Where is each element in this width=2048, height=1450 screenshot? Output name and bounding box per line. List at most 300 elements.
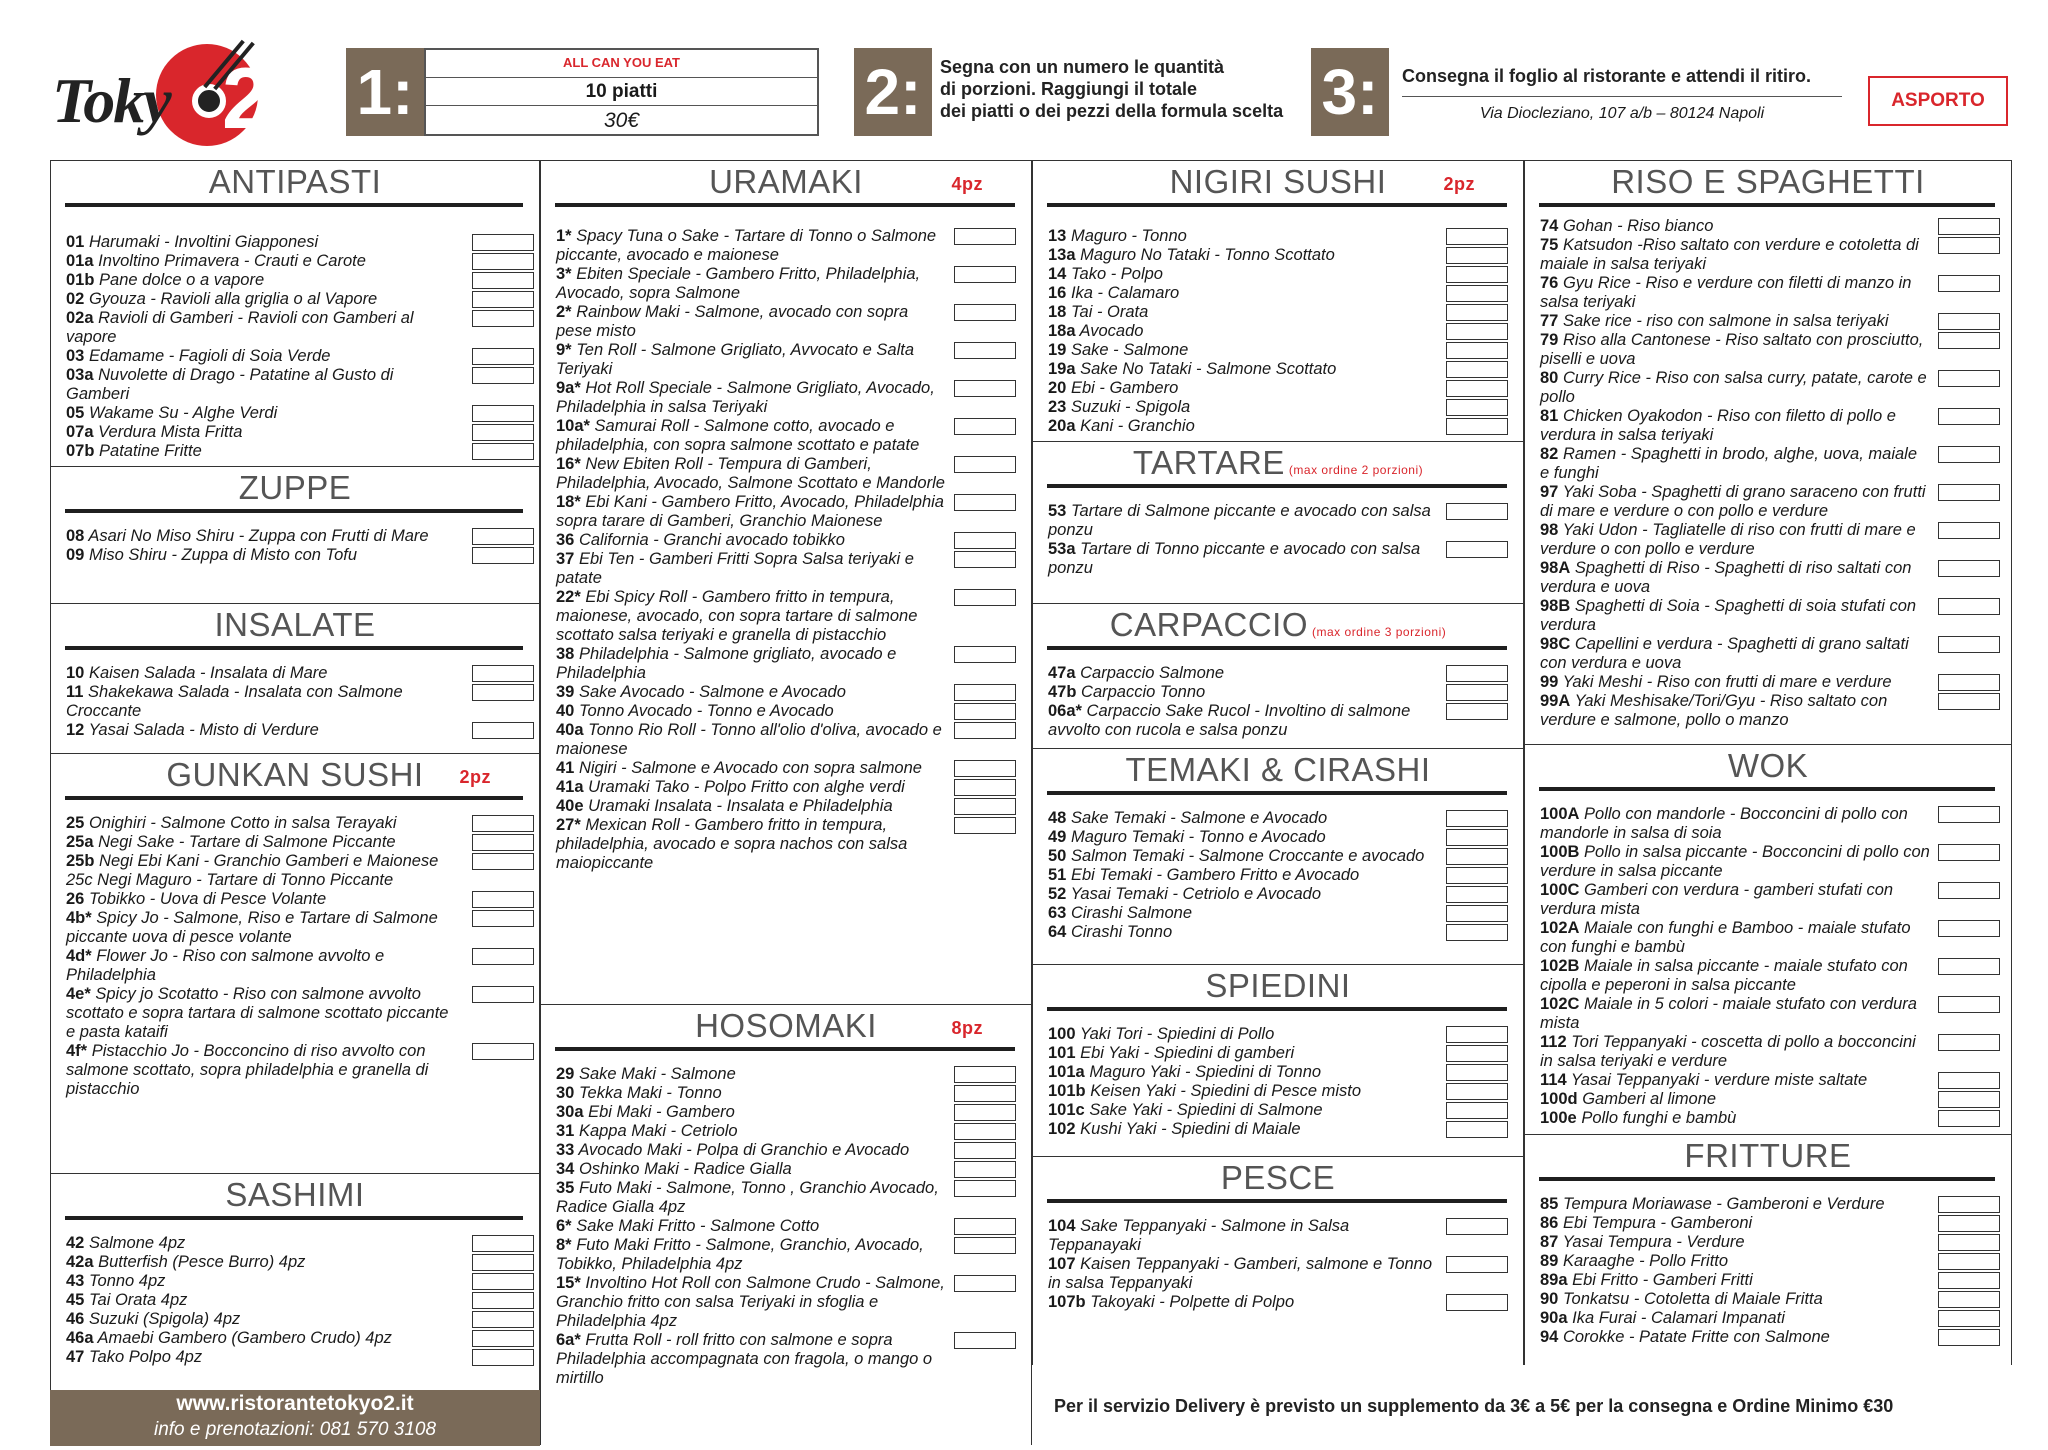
quantity-box[interactable] xyxy=(954,589,1016,606)
item-code: 79 xyxy=(1540,331,1559,349)
quantity-box[interactable] xyxy=(1938,370,2000,387)
quantity-box[interactable] xyxy=(1938,408,2000,425)
quantity-box[interactable] xyxy=(1938,1253,2000,1270)
item-name: Tonno 4pz xyxy=(88,1272,166,1290)
quantity-box[interactable] xyxy=(1446,323,1508,340)
item-code: 81 xyxy=(1540,407,1559,425)
item-name: Spicy jo Scotatto - Riso con salmone avvolto scottato e sopra tartara di salmone scottato piccante e pasta kataifi xyxy=(66,985,449,1041)
quantity-box[interactable] xyxy=(472,910,534,927)
item-code: 38 xyxy=(556,645,575,663)
quantity-box[interactable] xyxy=(1446,418,1508,435)
quantity-box[interactable] xyxy=(954,266,1016,283)
quantity-box[interactable] xyxy=(1446,1026,1508,1043)
quantity-box[interactable] xyxy=(472,891,534,908)
quantity-box[interactable] xyxy=(472,1043,534,1060)
item-code: 45 xyxy=(66,1291,85,1309)
item-name: Ebi Temaki - Gambero Fritto e Avocado xyxy=(1070,866,1360,884)
menu-item xyxy=(1540,957,1930,995)
quantity-box[interactable] xyxy=(1938,1110,2000,1127)
item-name: Tai - Orata xyxy=(1070,303,1149,321)
quantity-box[interactable] xyxy=(472,1330,534,1347)
quantity-box[interactable] xyxy=(1938,1234,2000,1251)
item-code: 52 xyxy=(1048,885,1067,903)
menu-item xyxy=(1048,1063,1438,1082)
item-name: Ika - Calamaro xyxy=(1070,284,1180,302)
quantity-box[interactable] xyxy=(472,405,534,422)
menu-item xyxy=(1048,885,1438,904)
item-code: 35 xyxy=(556,1179,575,1197)
item-name: Tako - Polpo xyxy=(1070,265,1163,283)
item-code: 20 xyxy=(1048,379,1067,397)
step-2-text: Segna con un numero le quantità di porzioni. Raggiungi il totale dei piatti o dei pezzi della formula scelta xyxy=(940,57,1284,121)
quantity-box[interactable] xyxy=(1938,1072,2000,1089)
item-name: California - Granchi avocado tobikko xyxy=(578,531,845,549)
quantity-box[interactable] xyxy=(1938,598,2000,615)
quantity-box[interactable] xyxy=(472,986,534,1003)
quantity-box[interactable] xyxy=(1446,380,1508,397)
quantity-box[interactable] xyxy=(1446,541,1508,558)
quantity-box[interactable] xyxy=(1938,560,2000,577)
quantity-box[interactable] xyxy=(1446,1256,1508,1273)
item-code: 30 xyxy=(556,1084,575,1102)
quantity-box[interactable] xyxy=(1446,1121,1508,1138)
section-zuppe xyxy=(51,466,539,603)
quantity-box[interactable] xyxy=(1938,920,2000,937)
item-name: Ebi Kani - Gambero Fritto, Avocado, Philadelphia sopra tarare di Gamberi, Granchio Maionese xyxy=(556,493,944,530)
quantity-box[interactable] xyxy=(954,494,1016,511)
quantity-box[interactable] xyxy=(1938,332,2000,349)
item-name: Mexican Roll - Gambero fritto in tempura, philadelphia, avocado e sopra nachos con salsa maiopiccante xyxy=(556,816,908,872)
item-name: Ebi Tempura - Gamberoni xyxy=(1562,1214,1753,1232)
item-code: 03 xyxy=(66,347,85,365)
item-code: 41 xyxy=(556,759,575,777)
quantity-box[interactable] xyxy=(954,1218,1016,1235)
quantity-box[interactable] xyxy=(1938,806,2000,823)
quantity-box[interactable] xyxy=(1446,1045,1508,1062)
item-code: 100A xyxy=(1540,805,1580,823)
quantity-box[interactable] xyxy=(1938,1091,2000,1108)
quantity-box[interactable] xyxy=(472,348,534,365)
quantity-box[interactable] xyxy=(472,234,534,251)
quantity-box[interactable] xyxy=(1446,829,1508,846)
item-code: 86 xyxy=(1540,1214,1559,1232)
item-code: 16* xyxy=(556,455,581,473)
sushi-icon xyxy=(192,84,226,118)
column-3 xyxy=(1032,160,1524,1365)
quantity-box[interactable] xyxy=(954,1332,1016,1349)
menu-item xyxy=(556,1103,946,1122)
item-name: Chicken Oyakodon - Riso con filetto di pollo e verdura in salsa teriyaki xyxy=(1540,407,1896,444)
menu-item xyxy=(1048,1120,1438,1139)
item-name: Uramaki Tako - Polpo Fritto con alghe verdi xyxy=(588,778,905,796)
quantity-box[interactable] xyxy=(1938,882,2000,899)
quantity-box[interactable] xyxy=(472,1273,534,1290)
quantity-box[interactable] xyxy=(472,1311,534,1328)
menu-item xyxy=(556,645,946,683)
menu-item xyxy=(1048,866,1438,885)
menu-item xyxy=(1048,904,1438,923)
menu-item xyxy=(556,683,946,702)
quantity-box[interactable] xyxy=(472,424,534,441)
item-name: Spacy Tuna o Sake - Tartare di Tonno o Salmone piccante, avocado e maionese xyxy=(556,227,937,264)
item-name: Pane dolce o a vapore xyxy=(99,271,265,289)
quantity-box[interactable] xyxy=(472,948,534,965)
quantity-box[interactable] xyxy=(1938,958,2000,975)
item-name: Maguro Temaki - Tonno e Avocado xyxy=(1070,828,1326,846)
item-code: 31 xyxy=(556,1122,575,1140)
item-name: Shakekawa Salada - Insalata con Salmone Croccante xyxy=(66,683,403,720)
item-name: Avocado xyxy=(1079,322,1144,340)
item-name: Involtino Hot Roll con Salmone Crudo - Salmone, Granchio fritto con salsa Teriyaki in sfoglia e Philadelphia 4pz xyxy=(556,1274,945,1330)
quantity-box[interactable] xyxy=(1446,867,1508,884)
quantity-box[interactable] xyxy=(954,817,1016,834)
quantity-box[interactable] xyxy=(472,1254,534,1271)
item-code: 2* xyxy=(556,303,572,321)
item-code: 89a xyxy=(1540,1271,1568,1289)
section-title: INSALATE xyxy=(214,606,376,643)
section-title: URAMAKI 4pz xyxy=(709,163,983,200)
item-code: 50 xyxy=(1048,847,1067,865)
item-name: Ramen - Spaghetti in brodo, alghe, uova, maiale e funghi xyxy=(1540,445,1918,482)
quantity-box[interactable] xyxy=(1938,484,2000,501)
phone-info: info e prenotazioni: 081 570 3108 xyxy=(153,1419,437,1440)
quantity-box[interactable] xyxy=(1938,275,2000,292)
quantity-box[interactable] xyxy=(472,253,534,270)
item-code: 102 xyxy=(1048,1120,1076,1138)
menu-item xyxy=(1048,683,1438,702)
menu-item xyxy=(556,816,946,873)
quantity-box[interactable] xyxy=(1446,1294,1508,1311)
item-code: 19 xyxy=(1048,341,1067,359)
quantity-box[interactable] xyxy=(954,798,1016,815)
website-link[interactable]: www.ristorantetokyo2.it xyxy=(176,1392,414,1415)
item-code: 75 xyxy=(1540,236,1559,254)
footer-contact xyxy=(50,1390,540,1446)
quantity-box[interactable] xyxy=(472,1292,534,1309)
quantity-box[interactable] xyxy=(472,834,534,851)
quantity-box[interactable] xyxy=(1938,446,2000,463)
quantity-box[interactable] xyxy=(954,1123,1016,1140)
menu-item xyxy=(1540,673,1930,692)
item-name: Pollo funghi e bambù xyxy=(1581,1109,1737,1127)
quantity-box[interactable] xyxy=(1446,1083,1508,1100)
item-code: 13a xyxy=(1048,246,1076,264)
item-name: Sake Temaki - Salmone e Avocado xyxy=(1070,809,1328,827)
section-title: GUNKAN SUSHI 2pz xyxy=(166,756,491,793)
quantity-box[interactable] xyxy=(1938,693,2000,710)
menu-item xyxy=(66,271,456,290)
item-name: Flower Jo - Riso con salmone avvolto e Philadelphia xyxy=(66,947,385,984)
menu-item xyxy=(1048,398,1438,417)
section-title: SASHIMI xyxy=(225,1176,365,1213)
quantity-box[interactable] xyxy=(954,1142,1016,1159)
item-code: 99 xyxy=(1540,673,1559,691)
item-code: 87 xyxy=(1540,1233,1559,1251)
quantity-box[interactable] xyxy=(1938,674,2000,691)
item-code: 98C xyxy=(1540,635,1571,653)
section-title: NIGIRI SUSHI 2pz xyxy=(1169,163,1475,200)
menu-item xyxy=(1540,635,1930,673)
quantity-box[interactable] xyxy=(1446,848,1508,865)
item-code: 01b xyxy=(66,271,95,289)
item-name: Maiale in salsa piccante - maiale stufato con cipolla e peperoni in salsa piccante xyxy=(1540,957,1908,994)
quantity-box[interactable] xyxy=(1938,1310,2000,1327)
menu-item xyxy=(556,797,946,816)
menu-item xyxy=(66,1272,456,1291)
step-2-badge: 2: xyxy=(854,48,932,136)
menu-item xyxy=(66,423,456,442)
quantity-box[interactable] xyxy=(954,760,1016,777)
menu-item xyxy=(1540,521,1930,559)
item-name: Butterfish (Pesce Burro) 4pz xyxy=(98,1253,306,1271)
item-name: Spaghetti di Riso - Spaghetti di riso saltati con verdura e uova xyxy=(1540,559,1912,596)
item-name: Kappa Maki - Cetriolo xyxy=(578,1122,738,1140)
section-wok xyxy=(1525,744,2011,1134)
item-name: Sake - Salmone xyxy=(1070,341,1189,359)
quantity-box[interactable] xyxy=(1938,218,2000,235)
quantity-box[interactable] xyxy=(1938,1291,2000,1308)
quantity-box[interactable] xyxy=(1938,1215,2000,1232)
menu-item xyxy=(556,1179,946,1217)
quantity-box[interactable] xyxy=(1446,342,1508,359)
quantity-box[interactable] xyxy=(1938,636,2000,653)
quantity-box[interactable] xyxy=(472,547,534,564)
menu-item xyxy=(1540,483,1930,521)
item-code: 33 xyxy=(556,1141,575,1159)
quantity-box[interactable] xyxy=(1938,844,2000,861)
menu-item xyxy=(1048,502,1438,540)
quantity-box[interactable] xyxy=(1446,703,1508,720)
menu-item xyxy=(66,664,456,683)
quantity-box[interactable] xyxy=(1446,285,1508,302)
quantity-box[interactable] xyxy=(954,1066,1016,1083)
item-code: 63 xyxy=(1048,904,1067,922)
item-name: Kaisen Salada - Insalata di Mare xyxy=(88,664,328,682)
quantity-box[interactable] xyxy=(1446,304,1508,321)
quantity-box[interactable] xyxy=(954,1275,1016,1292)
item-code: 47b xyxy=(1048,683,1077,701)
delivery-note: Per il servizio Delivery è previsto un supplemento da 3€ a 5€ per la consegna e Ordine Minimo €30 xyxy=(1054,1396,1894,1416)
quantity-box[interactable] xyxy=(1446,886,1508,903)
quantity-box[interactable] xyxy=(1446,684,1508,701)
item-code: 18a xyxy=(1048,322,1076,340)
item-name: Keisen Yaki - Spiedini di Pesce misto xyxy=(1090,1082,1362,1100)
item-code: 107 xyxy=(1048,1255,1076,1273)
quantity-box[interactable] xyxy=(472,310,534,327)
quantity-box[interactable] xyxy=(1938,1329,2000,1346)
item-name: Maiale in 5 colori - maiale stufato con verdura mista xyxy=(1540,995,1917,1032)
item-name: Yasai Tempura - Verdure xyxy=(1562,1233,1745,1251)
quantity-box[interactable] xyxy=(472,528,534,545)
item-code: 1* xyxy=(556,227,572,245)
menu-item xyxy=(66,683,456,721)
menu-item xyxy=(1540,1214,1930,1233)
menu-item xyxy=(1540,559,1930,597)
menu-item xyxy=(556,1160,946,1179)
item-name: Oshinko Maki - Radice Gialla xyxy=(578,1160,792,1178)
item-code: 6a* xyxy=(556,1331,581,1349)
item-name: Carpaccio Tonno xyxy=(1081,683,1206,701)
item-code: 25a xyxy=(66,833,94,851)
item-name: Carpaccio Salmone xyxy=(1080,664,1225,682)
quantity-box[interactable] xyxy=(472,1235,534,1252)
menu-item xyxy=(66,1253,456,1272)
formula-type: ALL CAN YOU EAT xyxy=(426,50,817,78)
quantity-box[interactable] xyxy=(954,551,1016,568)
item-name: Gamberi al limone xyxy=(1582,1090,1717,1108)
quantity-box[interactable] xyxy=(954,418,1016,435)
quantity-box[interactable] xyxy=(954,228,1016,245)
menu-item xyxy=(556,588,946,645)
quantity-box[interactable] xyxy=(472,684,534,701)
item-code: 40 xyxy=(556,702,575,720)
quantity-box[interactable] xyxy=(472,1349,534,1366)
quantity-box[interactable] xyxy=(472,853,534,870)
quantity-box[interactable] xyxy=(1446,924,1508,941)
quantity-box[interactable] xyxy=(954,1085,1016,1102)
item-code: 12 xyxy=(66,721,85,739)
quantity-box[interactable] xyxy=(472,722,534,739)
menu-item xyxy=(556,303,946,341)
menu-item xyxy=(1048,847,1438,866)
quantity-box[interactable] xyxy=(1446,905,1508,922)
menu-item xyxy=(556,341,946,379)
quantity-box[interactable] xyxy=(1938,522,2000,539)
quantity-box[interactable] xyxy=(954,456,1016,473)
menu-item xyxy=(556,778,946,797)
menu-item xyxy=(1048,1082,1438,1101)
menu-item xyxy=(1540,919,1930,957)
quantity-box[interactable] xyxy=(1938,996,2000,1013)
menu-item xyxy=(1540,312,1930,331)
item-name: Avocado Maki - Polpa di Granchio e Avocado xyxy=(578,1141,910,1159)
section-title: CARPACCIO (max ordine 3 porzioni) xyxy=(1109,606,1447,643)
menu-item xyxy=(1540,236,1930,274)
item-code: 102A xyxy=(1540,919,1580,937)
quantity-box[interactable] xyxy=(954,1237,1016,1254)
item-code: 100C xyxy=(1540,881,1580,899)
quantity-box[interactable] xyxy=(1446,266,1508,283)
item-code: 20a xyxy=(1048,417,1076,435)
quantity-box[interactable] xyxy=(1938,313,2000,330)
item-name: Kaisen Teppanyaki - Gamberi, salmone e Tonno in salsa Teppanyaki xyxy=(1048,1255,1433,1292)
item-code: 9a* xyxy=(556,379,581,397)
section-antipasti xyxy=(51,161,539,466)
menu-item xyxy=(66,546,456,565)
item-name: Futo Maki - Salmone, Tonno , Granchio Avocado, Radice Gialla 4pz xyxy=(556,1179,939,1216)
quantity-box[interactable] xyxy=(1446,810,1508,827)
menu-item xyxy=(556,1236,946,1274)
item-code: 98 xyxy=(1540,521,1559,539)
item-name: Curry Rice - Riso con salsa curry, patate, carote e pollo xyxy=(1540,369,1927,406)
item-code: 07a xyxy=(66,423,94,441)
item-name: Yaki Soba - Spaghetti di grano saraceno con frutti di mare e verdure o con pollo e verdure xyxy=(1540,483,1926,520)
menu-item xyxy=(1048,1025,1438,1044)
item-code: 100 xyxy=(1048,1025,1076,1043)
quantity-box[interactable] xyxy=(1446,1064,1508,1081)
item-code: 77 xyxy=(1540,312,1559,330)
item-name: Philadelphia - Salmone grigliato, avocado e Philadelphia xyxy=(556,645,897,682)
quantity-box[interactable] xyxy=(1446,247,1508,264)
quantity-box[interactable] xyxy=(1938,1196,2000,1213)
quantity-box[interactable] xyxy=(954,1104,1016,1121)
item-name: Gamberi con verdura - gamberi stufati con verdura mista xyxy=(1540,881,1894,918)
quantity-box[interactable] xyxy=(1938,1034,2000,1051)
quantity-box[interactable] xyxy=(954,380,1016,397)
item-name: Sake rice - riso con salmone in salsa teriyaki xyxy=(1562,312,1889,330)
item-code: 4e* xyxy=(66,985,91,1003)
quantity-box[interactable] xyxy=(1446,1102,1508,1119)
quantity-box[interactable] xyxy=(472,665,534,682)
menu-item xyxy=(1048,1044,1438,1063)
quantity-box[interactable] xyxy=(954,684,1016,701)
menu-item xyxy=(66,721,456,740)
item-name: Ebi Spicy Roll - Gambero fritto in tempura, maionese, avocado, con sopra tartare di salmone scottato salsa teriyaki e granella di pistacchio xyxy=(556,588,918,644)
quantity-box[interactable] xyxy=(1446,665,1508,682)
quantity-box[interactable] xyxy=(954,342,1016,359)
quantity-box[interactable] xyxy=(472,291,534,308)
quantity-box[interactable] xyxy=(954,1180,1016,1197)
quantity-box[interactable] xyxy=(954,779,1016,796)
menu-item xyxy=(1048,227,1438,246)
item-name: Yaki Meshi - Riso con frutti di mare e verdure xyxy=(1562,673,1892,691)
quantity-box[interactable] xyxy=(954,646,1016,663)
item-name: Tori Teppanyaki - coscetta di pollo a bocconcini in salsa teriyaki e verdure xyxy=(1540,1033,1916,1070)
menu-item xyxy=(66,1348,456,1367)
item-code: 80 xyxy=(1540,369,1559,387)
asporto-box[interactable]: ASPORTO xyxy=(1868,76,2008,126)
quantity-box[interactable] xyxy=(1446,399,1508,416)
section-title: FRITTURE xyxy=(1684,1137,1852,1174)
quantity-box[interactable] xyxy=(954,703,1016,720)
quantity-box[interactable] xyxy=(1446,228,1508,245)
menu-item xyxy=(1048,341,1438,360)
quantity-box[interactable] xyxy=(1938,237,2000,254)
item-code: 98B xyxy=(1540,597,1571,615)
item-code: 9* xyxy=(556,341,572,359)
item-name: Spicy Jo - Salmone, Riso e Tartare di Salmone piccante uova di pesce volante xyxy=(66,909,438,946)
quantity-box[interactable] xyxy=(954,532,1016,549)
item-code: 01a xyxy=(66,252,94,270)
menu-item xyxy=(66,404,456,423)
item-code: 36 xyxy=(556,531,575,549)
item-name: Yasai Temaki - Cetriolo e Avocado xyxy=(1070,885,1322,903)
quantity-box[interactable] xyxy=(1446,503,1508,520)
quantity-box[interactable] xyxy=(954,722,1016,739)
item-code: 74 xyxy=(1540,217,1559,235)
menu-item xyxy=(1540,805,1930,843)
quantity-box[interactable] xyxy=(472,272,534,289)
quantity-box[interactable] xyxy=(472,367,534,384)
quantity-box[interactable] xyxy=(1938,1272,2000,1289)
item-code: 10a* xyxy=(556,417,590,435)
quantity-box[interactable] xyxy=(954,1161,1016,1178)
section-insalate xyxy=(51,603,539,753)
item-code: 19a xyxy=(1048,360,1076,378)
quantity-box[interactable] xyxy=(472,815,534,832)
item-name: Harumaki - Involtini Giapponesi xyxy=(88,233,319,251)
menu-item xyxy=(66,814,456,833)
quantity-box[interactable] xyxy=(472,443,534,460)
quantity-box[interactable] xyxy=(1446,361,1508,378)
quantity-box[interactable] xyxy=(1446,1218,1508,1235)
quantity-box[interactable] xyxy=(954,304,1016,321)
menu-item xyxy=(556,759,946,778)
section-carpaccio xyxy=(1033,603,1523,748)
item-code: 09 xyxy=(66,546,85,564)
restaurant-logo xyxy=(52,22,270,147)
item-code: 23 xyxy=(1048,398,1067,416)
